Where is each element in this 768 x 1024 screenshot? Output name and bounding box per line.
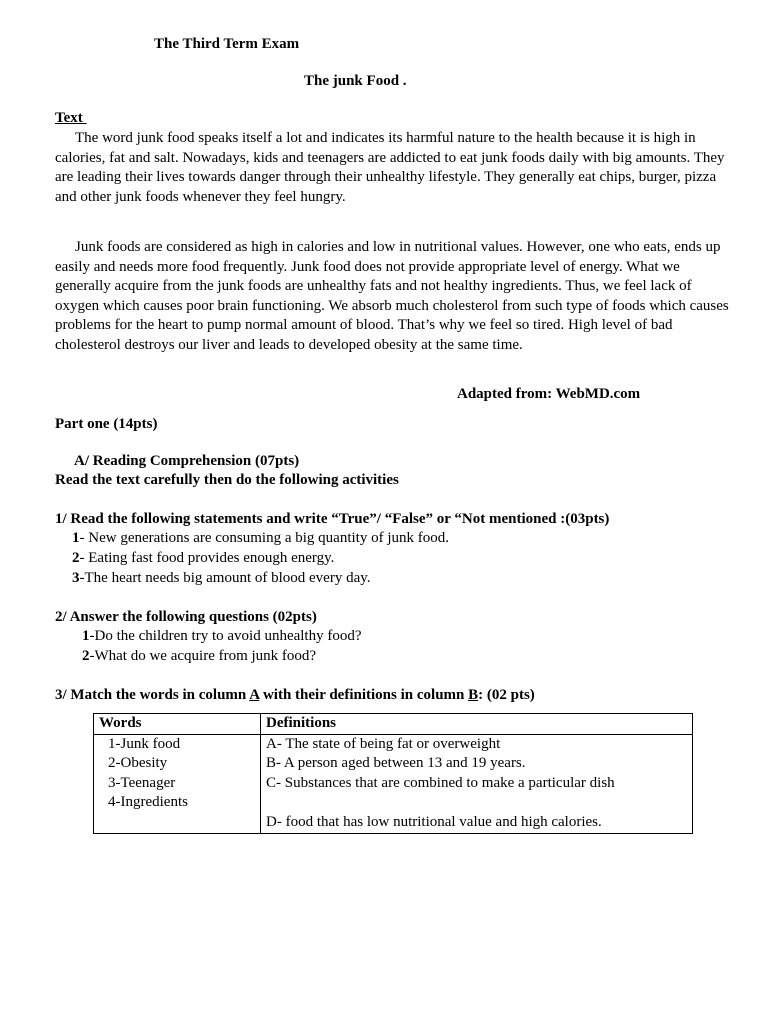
word-item xyxy=(99,774,255,794)
text-source: Adapted from: WebMD.com xyxy=(457,386,641,402)
exam-title: The Third Term Exam xyxy=(154,36,300,52)
word-number: 2 xyxy=(108,755,116,772)
word-item xyxy=(99,735,255,755)
definitions-blank-line xyxy=(266,793,687,813)
q3-title-end: : (02 pts) xyxy=(478,687,535,703)
q2-question xyxy=(82,628,362,645)
definition-letter: B xyxy=(266,755,277,772)
definition-text: - A person aged between 13 and 19 years. xyxy=(276,755,526,772)
matching-table xyxy=(93,713,693,834)
text-heading: Text xyxy=(55,110,87,126)
q3-column-b-label: B xyxy=(468,687,479,703)
q1-title: 1/ Read the following statements and write “True”/ “False” or “Not mentioned :(03pts) xyxy=(55,511,610,527)
q2-title: 2/ Answer the following questions (02pts) xyxy=(55,609,317,625)
definitions-column-header: Definitions xyxy=(261,714,693,735)
q3-title-start: 3/ Match the words in column xyxy=(55,687,250,703)
q2-question xyxy=(82,648,316,665)
q2-question-number: 1 xyxy=(82,628,90,644)
q1-statement-text: - New generations are consuming a big quantity of junk food. xyxy=(79,530,449,546)
part-one-title: Part one (14pts) xyxy=(55,416,158,432)
q1-statement-text: - Eating fast food provides enough energy. xyxy=(79,550,335,566)
word-text: -Ingredients xyxy=(115,794,188,811)
word-item xyxy=(99,754,255,774)
words-column xyxy=(94,734,261,833)
word-number: 1 xyxy=(108,735,116,752)
topic-title: The junk Food . xyxy=(304,73,407,89)
q1-statement-number: 1 xyxy=(72,530,80,546)
section-a-instruction: Read the text carefully then do the following activities xyxy=(55,472,399,488)
word-number: 3 xyxy=(108,774,116,791)
text-paragraph-2: Junk foods are considered as high in calories and low in nutritional values. However, one who eats, ends up easily and needs more food frequently. Junk food does not provide appropriate level of energy. What we generally acquire from the junk foods are unhealthy fats and not healthy ingredients. Thus, we feel lack of oxygen which causes poor brain functioning. We absorb much cholesterol from such type of foods which causes problems for the heart to pump normal amount of blood. That’s why we feel so tired. High level of bad cholesterol destroys our liver and leads to developed obesity at the same time. xyxy=(55,239,729,353)
q1-statement-number: 3 xyxy=(72,570,80,586)
q3-column-a-label: A xyxy=(249,687,260,703)
word-item xyxy=(99,793,255,813)
definition-text: - food that has low nutritional value and high calories. xyxy=(276,813,602,830)
definition-text: - Substances that are combined to make a particular dish xyxy=(276,774,615,791)
definition-item xyxy=(266,754,687,774)
word-text: -Teenager xyxy=(115,774,176,791)
q3-title-middle: with their definitions in column xyxy=(259,687,469,703)
definition-item xyxy=(266,774,687,794)
words-column-header: Words xyxy=(94,714,261,735)
definition-item xyxy=(266,735,687,755)
definition-letter: D xyxy=(266,813,277,830)
q1-statement-number: 2 xyxy=(72,550,80,566)
q1-statement-text: -The heart needs big amount of blood every day. xyxy=(79,570,371,586)
q3-title xyxy=(55,687,535,704)
q1-statement xyxy=(72,570,371,587)
word-number: 4 xyxy=(108,794,116,811)
q2-question-text: -What do we acquire from junk food? xyxy=(89,648,317,664)
matching-table-body xyxy=(94,734,693,833)
word-text: -Junk food xyxy=(115,735,181,752)
matching-table-header xyxy=(94,714,693,735)
q2-question-text: -Do the children try to avoid unhealthy food? xyxy=(89,628,362,644)
section-a-title: A/ Reading Comprehension (07pts) xyxy=(74,453,300,469)
words-blank-line xyxy=(99,813,255,833)
q1-statement xyxy=(72,530,449,547)
q2-question-number: 2 xyxy=(82,648,90,664)
text-paragraph-1: The word junk food speaks itself a lot and indicates its harmful nature to the health because it is high in calories, fat and salt. Nowadays, kids and teenagers are addicted to eat junk foods daily with big amounts. They are leading their lives towards danger through their unhealthy lifestyle. They generally eat chips, burger, pizza and other junk foods whenever they feel hungry. xyxy=(55,130,725,205)
definition-letter: C xyxy=(266,774,277,791)
definition-text: - The state of being fat or overweight xyxy=(276,735,501,752)
definition-letter: A xyxy=(266,735,277,752)
word-text: -Obesity xyxy=(115,755,168,772)
q1-statement xyxy=(72,550,334,567)
definitions-column xyxy=(261,734,693,833)
definition-item xyxy=(266,813,687,833)
